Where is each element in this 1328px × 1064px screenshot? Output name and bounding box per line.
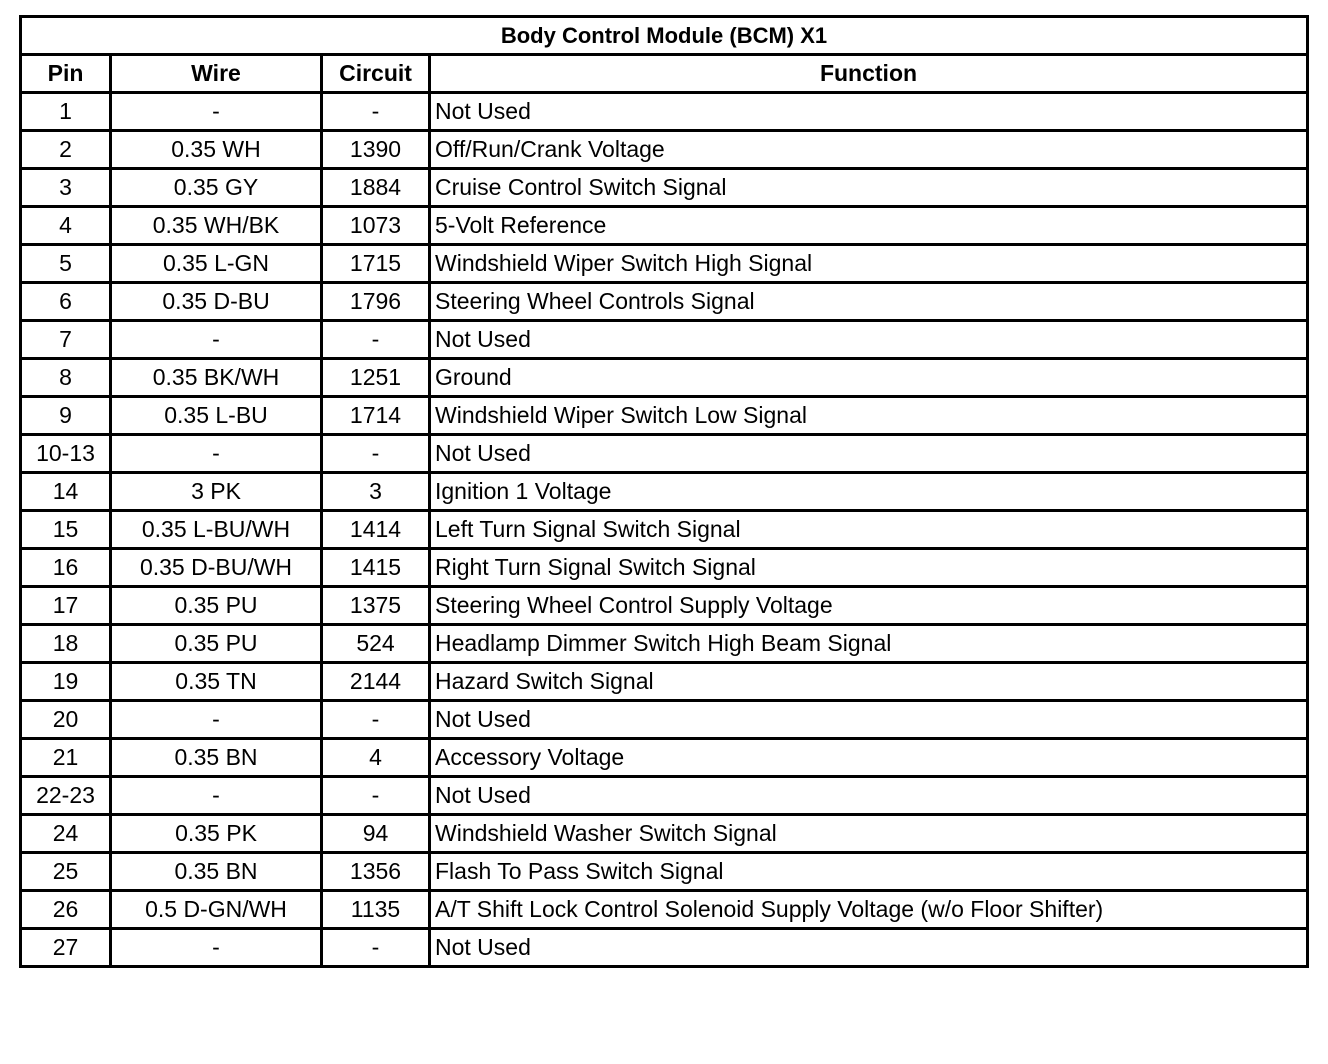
function-cell: Steering Wheel Controls Signal	[430, 283, 1308, 321]
pin-cell: 22-23	[21, 777, 111, 815]
function-cell: Not Used	[430, 321, 1308, 359]
circuit-cell: 2144	[322, 663, 430, 701]
circuit-cell: 1414	[322, 511, 430, 549]
pin-cell: 14	[21, 473, 111, 511]
circuit-cell: -	[322, 321, 430, 359]
wire-cell: 0.35 PU	[111, 625, 322, 663]
table-row	[21, 587, 1308, 625]
circuit-cell: 1884	[322, 169, 430, 207]
wire-cell: 0.35 GY	[111, 169, 322, 207]
circuit-cell: 3	[322, 473, 430, 511]
pin-cell: 24	[21, 815, 111, 853]
title-row	[21, 17, 1308, 55]
function-cell: Ignition 1 Voltage	[430, 473, 1308, 511]
header-wire: Wire	[111, 55, 322, 93]
function-cell: Not Used	[430, 435, 1308, 473]
wire-cell: 0.35 BN	[111, 853, 322, 891]
function-cell: Accessory Voltage	[430, 739, 1308, 777]
header-function: Function	[430, 55, 1308, 93]
pin-cell: 8	[21, 359, 111, 397]
table-row	[21, 283, 1308, 321]
wire-cell: -	[111, 321, 322, 359]
wire-cell: 0.35 WH	[111, 131, 322, 169]
connector-table-container	[19, 15, 1309, 968]
circuit-cell: 1715	[322, 245, 430, 283]
circuit-cell: 524	[322, 625, 430, 663]
pin-cell: 6	[21, 283, 111, 321]
header-row	[21, 55, 1308, 93]
pin-cell: 15	[21, 511, 111, 549]
pin-cell: 3	[21, 169, 111, 207]
pin-cell: 16	[21, 549, 111, 587]
circuit-cell: -	[322, 435, 430, 473]
table-row	[21, 549, 1308, 587]
table-row	[21, 321, 1308, 359]
pin-cell: 26	[21, 891, 111, 929]
function-cell: Right Turn Signal Switch Signal	[430, 549, 1308, 587]
table-row	[21, 359, 1308, 397]
header-circuit: Circuit	[322, 55, 430, 93]
wire-cell: 0.35 BK/WH	[111, 359, 322, 397]
function-cell: Not Used	[430, 701, 1308, 739]
table-row	[21, 511, 1308, 549]
circuit-cell: 1251	[322, 359, 430, 397]
function-cell: Not Used	[430, 929, 1308, 967]
pin-cell: 5	[21, 245, 111, 283]
pin-cell: 2	[21, 131, 111, 169]
table-row	[21, 397, 1308, 435]
pin-cell: 7	[21, 321, 111, 359]
circuit-cell: 1390	[322, 131, 430, 169]
wire-cell: 0.35 PU	[111, 587, 322, 625]
pin-cell: 18	[21, 625, 111, 663]
circuit-cell: 1714	[322, 397, 430, 435]
function-cell: Steering Wheel Control Supply Voltage	[430, 587, 1308, 625]
table-body	[21, 93, 1308, 967]
pin-cell: 9	[21, 397, 111, 435]
pin-cell: 4	[21, 207, 111, 245]
wire-cell: 0.35 BN	[111, 739, 322, 777]
function-cell: Left Turn Signal Switch Signal	[430, 511, 1308, 549]
pin-cell: 19	[21, 663, 111, 701]
table-row	[21, 207, 1308, 245]
function-cell: Ground	[430, 359, 1308, 397]
wire-cell: -	[111, 93, 322, 131]
pin-cell: 27	[21, 929, 111, 967]
wire-cell: 0.35 D-BU/WH	[111, 549, 322, 587]
circuit-cell: -	[322, 929, 430, 967]
function-cell: Not Used	[430, 93, 1308, 131]
wire-cell: -	[111, 435, 322, 473]
wire-cell: -	[111, 929, 322, 967]
wire-cell: 0.35 WH/BK	[111, 207, 322, 245]
table-row	[21, 929, 1308, 967]
function-cell: Windshield Washer Switch Signal	[430, 815, 1308, 853]
wire-cell: 3 PK	[111, 473, 322, 511]
function-cell: A/T Shift Lock Control Solenoid Supply Voltage (w/o Floor Shifter)	[430, 891, 1308, 929]
circuit-cell: 1135	[322, 891, 430, 929]
header-pin: Pin	[21, 55, 111, 93]
circuit-cell: -	[322, 777, 430, 815]
function-cell: Windshield Wiper Switch High Signal	[430, 245, 1308, 283]
wire-cell: 0.5 D-GN/WH	[111, 891, 322, 929]
table-row	[21, 245, 1308, 283]
function-cell: Hazard Switch Signal	[430, 663, 1308, 701]
wire-cell: 0.35 TN	[111, 663, 322, 701]
circuit-cell: 1356	[322, 853, 430, 891]
wire-cell: 0.35 L-GN	[111, 245, 322, 283]
pin-cell: 10-13	[21, 435, 111, 473]
wire-cell: 0.35 L-BU	[111, 397, 322, 435]
pin-cell: 20	[21, 701, 111, 739]
table-row	[21, 853, 1308, 891]
wire-cell: -	[111, 701, 322, 739]
function-cell: 5-Volt Reference	[430, 207, 1308, 245]
pin-cell: 25	[21, 853, 111, 891]
pin-cell: 21	[21, 739, 111, 777]
function-cell: Flash To Pass Switch Signal	[430, 853, 1308, 891]
table-row	[21, 93, 1308, 131]
function-cell: Not Used	[430, 777, 1308, 815]
table-row	[21, 815, 1308, 853]
circuit-cell: 1375	[322, 587, 430, 625]
table-row	[21, 663, 1308, 701]
table-row	[21, 625, 1308, 663]
table-row	[21, 131, 1308, 169]
circuit-cell: -	[322, 93, 430, 131]
circuit-cell: 1796	[322, 283, 430, 321]
bcm-connector-table	[19, 15, 1309, 968]
function-cell: Windshield Wiper Switch Low Signal	[430, 397, 1308, 435]
wire-cell: 0.35 D-BU	[111, 283, 322, 321]
function-cell: Headlamp Dimmer Switch High Beam Signal	[430, 625, 1308, 663]
table-row	[21, 701, 1308, 739]
table-row	[21, 739, 1308, 777]
table-row	[21, 435, 1308, 473]
pin-cell: 17	[21, 587, 111, 625]
function-cell: Cruise Control Switch Signal	[430, 169, 1308, 207]
table-row	[21, 777, 1308, 815]
wire-cell: 0.35 PK	[111, 815, 322, 853]
wire-cell: -	[111, 777, 322, 815]
circuit-cell: 1415	[322, 549, 430, 587]
table-title: Body Control Module (BCM) X1	[21, 17, 1308, 55]
wire-cell: 0.35 L-BU/WH	[111, 511, 322, 549]
circuit-cell: 4	[322, 739, 430, 777]
circuit-cell: 1073	[322, 207, 430, 245]
function-cell: Off/Run/Crank Voltage	[430, 131, 1308, 169]
table-row	[21, 891, 1308, 929]
circuit-cell: -	[322, 701, 430, 739]
pin-cell: 1	[21, 93, 111, 131]
table-row	[21, 169, 1308, 207]
table-row	[21, 473, 1308, 511]
circuit-cell: 94	[322, 815, 430, 853]
